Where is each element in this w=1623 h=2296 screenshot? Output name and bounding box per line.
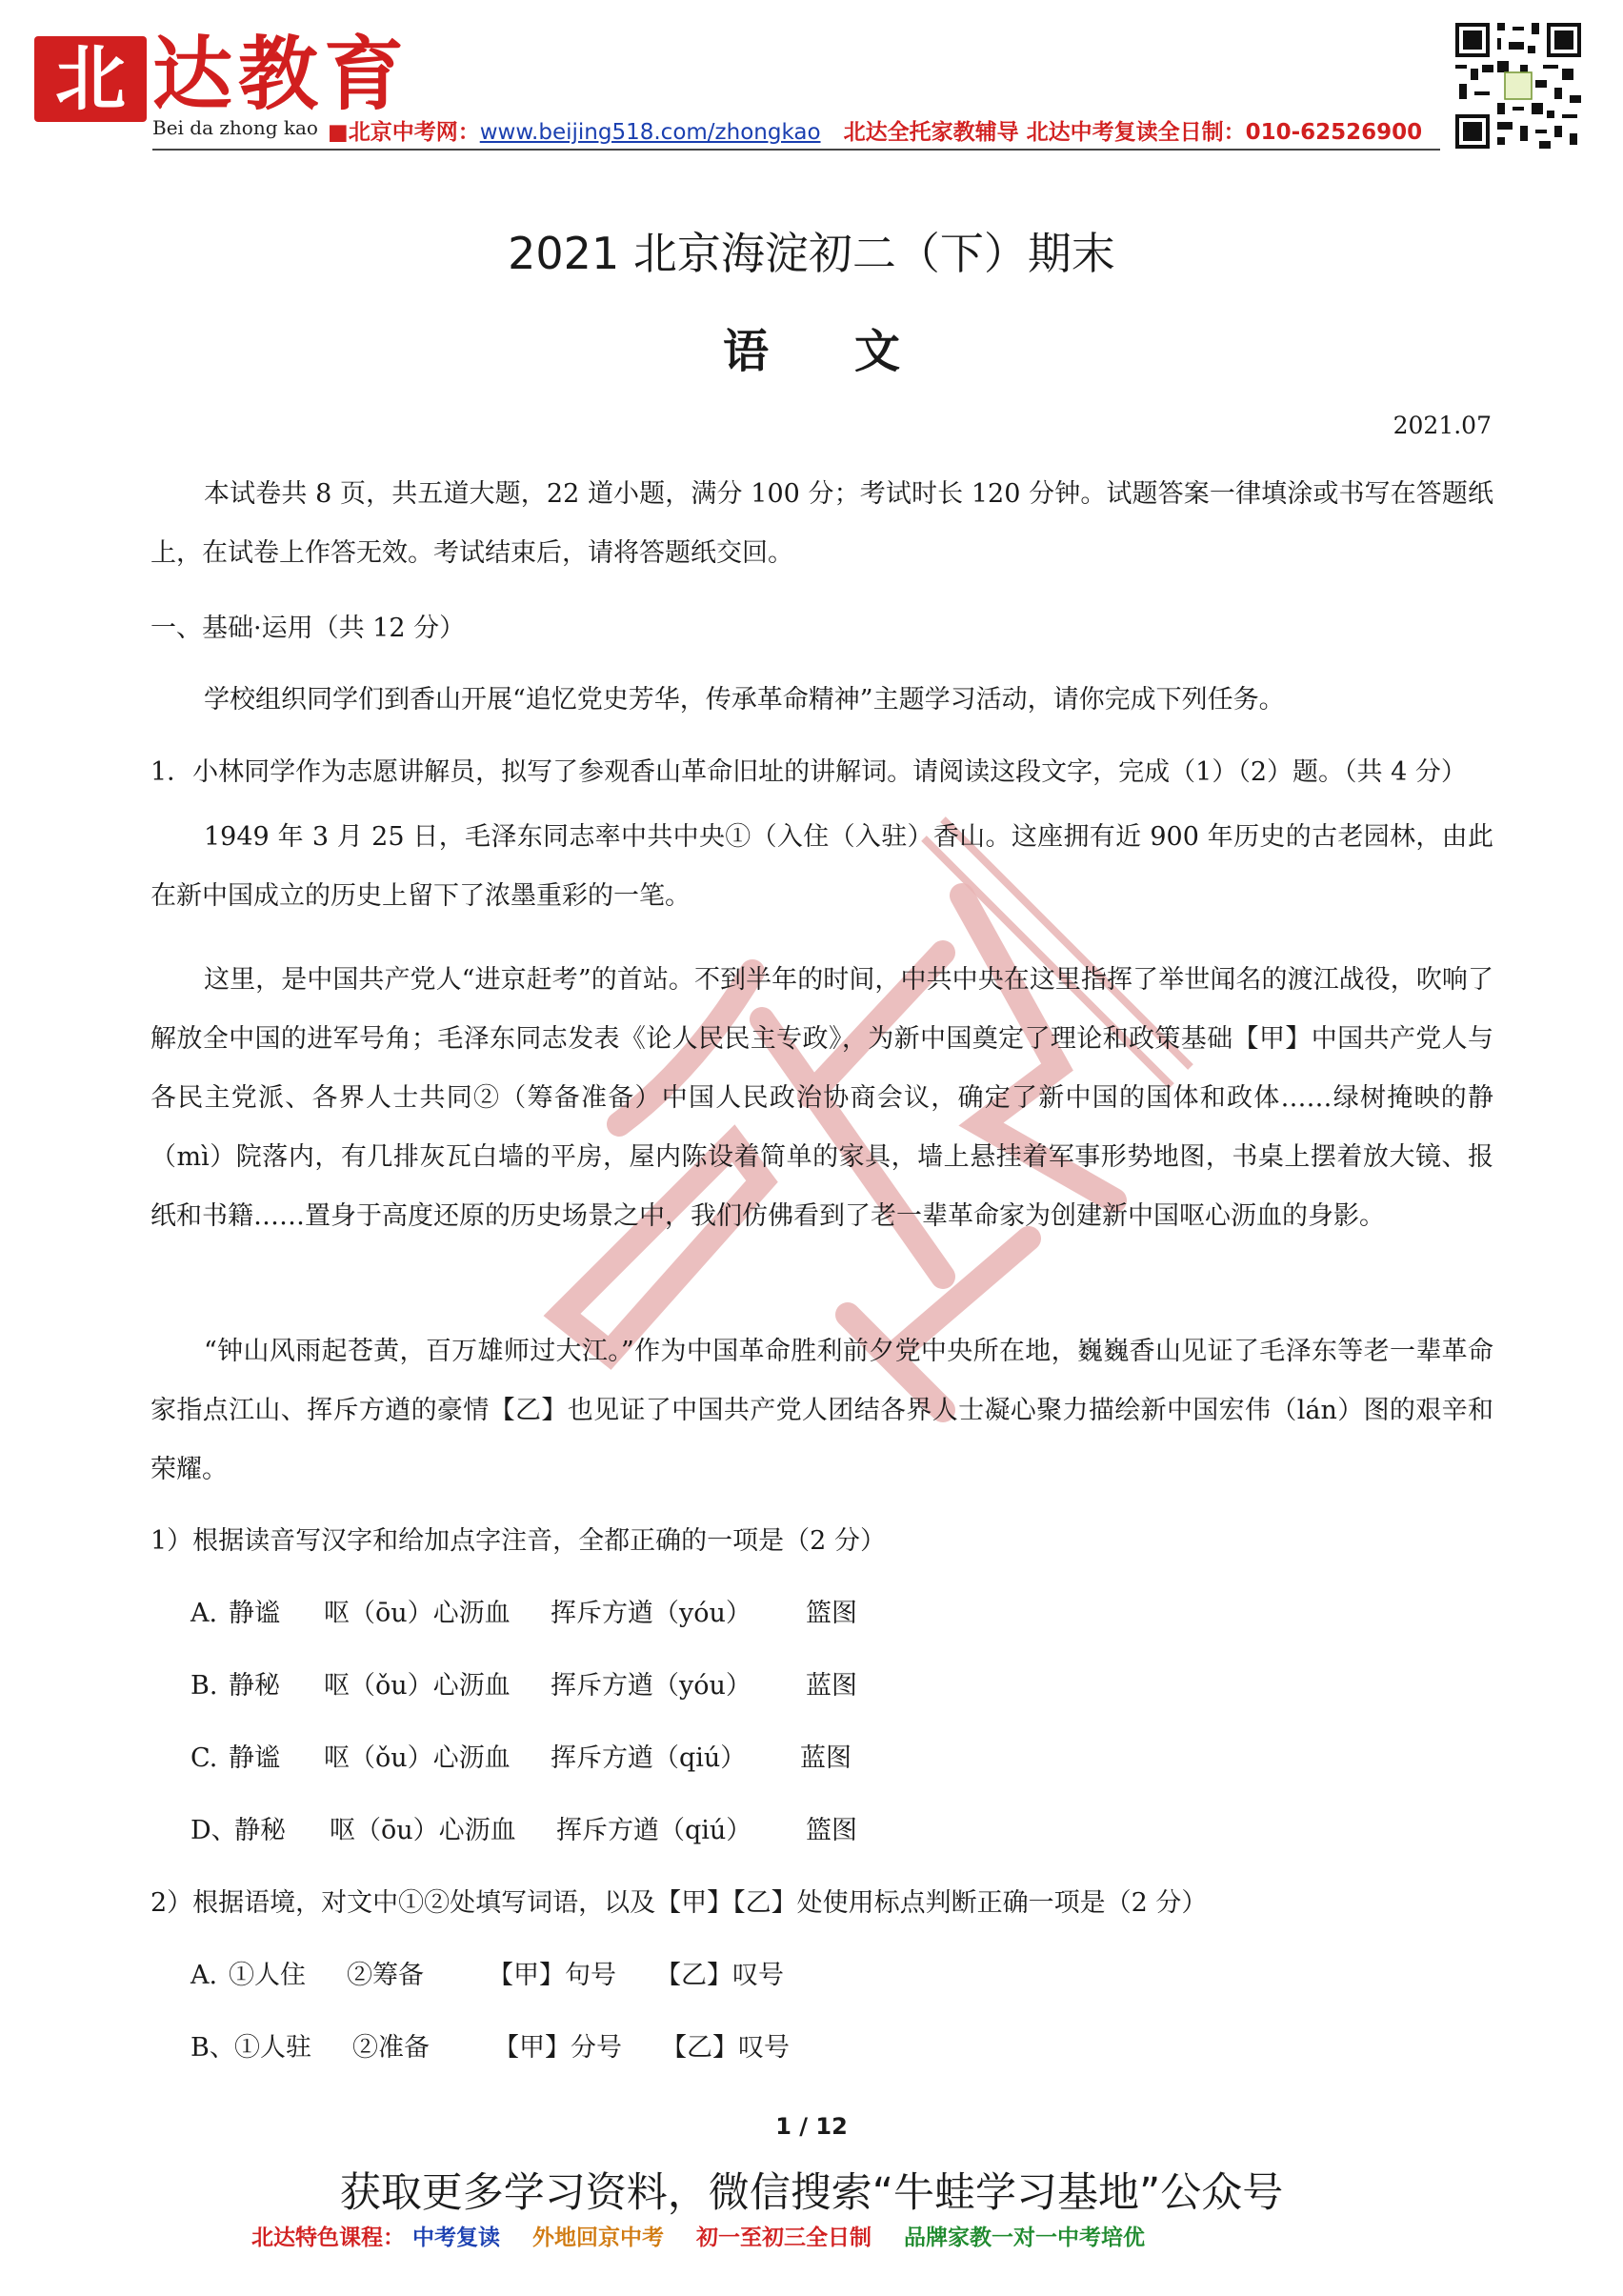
promo-text: 获取更多学习资料，微信搜索“牛蛙学习基地”公众号 [339, 2169, 1284, 2217]
footer-course-link[interactable]: 品牌家教一对一中考培优 [904, 2226, 1145, 2250]
exam-date: 2021.07 [1393, 412, 1492, 439]
option-part: 篮图 [806, 1816, 857, 1845]
subject-title: 语文 [722, 325, 986, 378]
site-label: 北京中考网： [348, 120, 480, 145]
section-intro: 学校组织同学们到香山开展“追忆党史芳华，传承革命精神”主题学习活动，请你完成下列任务。 [204, 685, 1285, 715]
option-part: 【乙】叹号 [655, 1961, 784, 1990]
option-part: 篮图 [806, 1599, 857, 1628]
answer-option [190, 1740, 852, 1778]
footer-label: 北达特色课程： [251, 2226, 405, 2250]
option-part: ②筹备 [347, 1961, 424, 1990]
option-label: D、 [190, 1816, 237, 1845]
header-links [328, 114, 1422, 146]
logo-pinyin: Bei da zhong kao [152, 116, 318, 139]
bullet-icon: ■ [328, 120, 349, 145]
sub-question-stem: 2）根据语境，对文中①②处填写词语，以及【甲】【乙】处使用标点判断正确一项是（2 分） [150, 1888, 1208, 1918]
option-label: B、 [190, 2033, 235, 2063]
passage-paragraph: 这里，是中国共产党人“进京赶考”的首站。不到半年的时间，中共中央在这里指挥了举世闻名的渡江战役，吹响了解放全中国的进军号角；毛泽东同志发表《论人民民主专政》，为新中国奠定了理论和政策基础【甲】中国共产党人与各民主党派、各界人士共同②（筹备准备）中国人民政治协商会议，确定了新中国的国体和政体……绿树掩映的静（mì）院落内，有几排灰瓦白墙的平房，屋内陈设着简单的家具，墙上悬挂着军事形势地图，书桌上摆着放大镜、报纸和书籍……置身于高度还原的历史场景之中，我们仿佛看到了老一辈革命家为创建新中国呕心沥血的身影。 [150, 965, 1493, 1231]
option-part: 挥斥方遒（yóu） [551, 1671, 751, 1701]
intro-paragraph: 本试卷共 8 页，共五道大题，22 道小题，满分 100 分；考试时长 120 分钟。试题答案一律填涂或书写在答题纸上，在试卷上作答无效。考试结束后，请将答题纸交回。 [150, 479, 1493, 568]
answer-option [190, 1595, 857, 1633]
option-part: 挥斥方遒（qiú） [556, 1816, 752, 1845]
option-part: 静秘 [234, 1816, 286, 1845]
qr-code-icon [1452, 19, 1585, 152]
option-part: 静谧 [229, 1599, 280, 1628]
logo-mark [34, 36, 147, 122]
page-title: 2021 北京海淀初二（下）期末 [508, 228, 1115, 279]
option-part: ②准备 [352, 2033, 430, 2063]
passage-paragraph: 1949 年 3 月 25 日，毛泽东同志率中共中央①（入住（入驻）香山。这座拥有近 900 年历史的古老园林，由此在新中国成立的历史上留下了浓墨重彩的一笔。 [150, 822, 1493, 911]
footer-courses [251, 2220, 1177, 2251]
option-label: A. [190, 1961, 218, 1990]
option-part: 【乙】叹号 [661, 2033, 790, 2063]
page-number: 1 / 12 [775, 2113, 848, 2140]
option-label: A. [190, 1599, 218, 1628]
option-part: 呕（ǒu）心沥血 [324, 1743, 511, 1773]
passage-paragraph: “钟山风雨起苍黄，百万雄师过大江。”作为中国革命胜利前夕党中央所在地，巍巍香山见证了毛泽东等老一辈革命家指点江山、挥斥方遒的豪情【乙】也见证了中国共产党人团结各界人士凝心聚力描绘新中国宏伟（lán）图的艰辛和荣耀。 [150, 1337, 1493, 1484]
option-label: B. [190, 1671, 218, 1701]
option-part: 呕（ōu）心沥血 [330, 1816, 516, 1845]
option-part: ①人驻 [234, 2033, 311, 2063]
header-tagline: 北达全托家教辅导 北达中考复读全日制：010-62526900 [843, 120, 1423, 145]
option-part: 呕（ǒu）心沥血 [324, 1671, 511, 1701]
option-part: 静秘 [229, 1671, 280, 1701]
answer-option [190, 2029, 790, 2067]
option-part: 蓝图 [800, 1743, 852, 1773]
logo-text: 达教育 [152, 27, 411, 121]
header-divider [152, 149, 1440, 151]
footer-course-link[interactable]: 中考复读 [412, 2226, 500, 2250]
question-stem: 1．小林同学作为志愿讲解员，拟写了参观香山革命旧址的讲解词。请阅读这段文字，完成（1）（2）题。（共 4 分） [150, 757, 1467, 787]
sub-question-stem: 1）根据读音写汉字和给加点字注音，全都正确的一项是（2 分） [150, 1526, 886, 1556]
option-part: 静谧 [229, 1743, 280, 1773]
answer-option [190, 1812, 857, 1850]
option-part: ①人住 [229, 1961, 306, 1990]
option-part: 蓝图 [806, 1671, 857, 1701]
answer-option [190, 1957, 784, 1995]
option-part: 【甲】分号 [493, 2033, 622, 2063]
option-label: C. [190, 1743, 218, 1773]
footer-course-link[interactable]: 外地回京中考 [532, 2226, 664, 2250]
option-part: 挥斥方遒（yóu） [551, 1599, 751, 1628]
option-part: 挥斥方遒（qiú） [551, 1743, 747, 1773]
site-link[interactable]: www.beijing518.com/zhongkao [479, 120, 821, 145]
answer-option [190, 1667, 857, 1705]
option-part: 【甲】句号 [488, 1961, 616, 1990]
option-part: 呕（ōu）心沥血 [324, 1599, 511, 1628]
section-heading: 一、基础·运用（共 12 分） [150, 614, 466, 643]
footer-course-link[interactable]: 初一至初三全日制 [696, 2226, 872, 2250]
logo-mark-glyph: 北 [55, 38, 126, 120]
